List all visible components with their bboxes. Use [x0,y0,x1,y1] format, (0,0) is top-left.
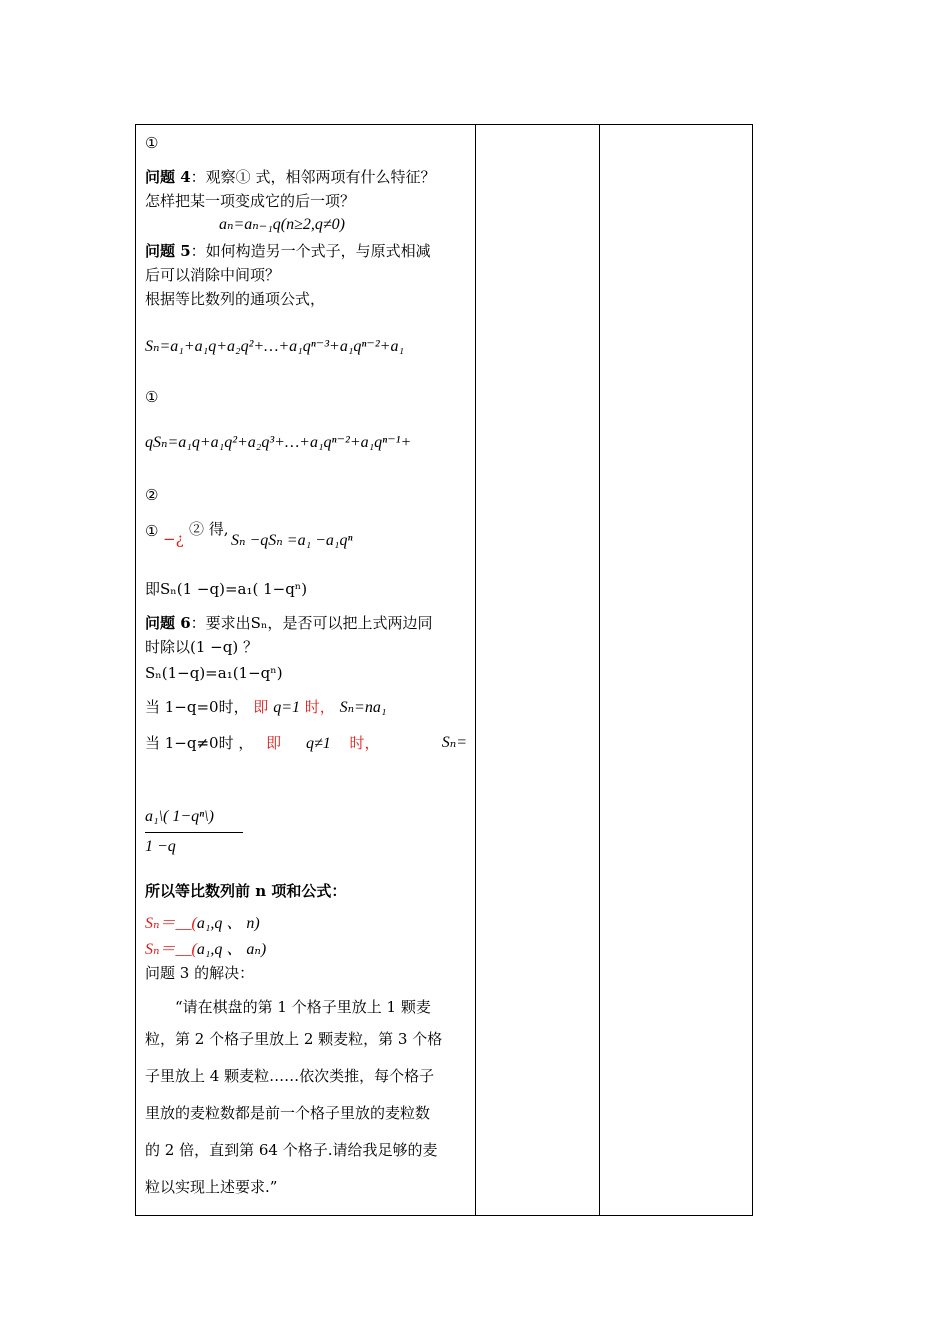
question-5 [145,239,431,263]
q4-text-line2: 怎样把某一项变成它的后一项？ [145,192,356,210]
sum-formula-2-args: a₁,q 、 aₙ) [196,941,267,958]
case1-q: q=1 [273,699,300,716]
story-line-1: “请在棋盘的第 1 个格子里放上 1 颗麦 [175,998,431,1016]
story-line-6: 粒以实现上述要求.” [145,1178,278,1196]
story-line-5: 的 2 倍，直到第 64 个格子.请给我足够的麦 [145,1141,438,1159]
q6-formula: Sₙ(1−q)=a₁(1−qⁿ) [145,664,283,682]
case1-ji: 即 [253,698,269,716]
q6-label: 问题 6 [145,614,191,632]
q5-label: 问题 5 [145,242,191,260]
story-line-2: 粒，第 2 个格子里放上 2 颗麦粒，第 3 个格 [145,1030,443,1048]
question-4 [145,165,435,189]
column-divider-1 [475,125,476,1215]
subtract-result: Sₙ −qSₙ =a₁ −a₁qⁿ [231,532,353,549]
fraction-bar [145,832,243,833]
case2-ji: 即 [266,734,282,752]
subtract-minus: −¿ [163,530,184,548]
sum-formula-1 [145,911,260,936]
summary-heading: 所以等比数列前 n 项和公式： [145,882,347,900]
story-line-3: 子里放上 4 颗麦粒……依次类推，每个格子 [145,1067,435,1085]
case1-condition: 当 1−q=0时， [145,698,249,716]
case2-result: Sₙ= [441,734,467,751]
formula-qsn: qSₙ=a₁q+a₁q²+a₂q³+…+a₁qⁿ⁻²+a₁qⁿ⁻¹+ [145,434,412,451]
case2-condition: 当 1−q≠0时 ， [145,734,254,752]
q4-label: 问题 4 [145,168,191,186]
lesson-table [135,124,753,1216]
formula-sn: Sₙ=a₁+a₁q+a₂q²+…+a₁qⁿ⁻³+a₁qⁿ⁻²+a₁ [145,338,405,355]
case1-shi: 时， [304,698,335,716]
subtract-circle-two: ② 得, [189,520,229,538]
circle-one-label: ① [145,388,159,406]
case-q-not-1 [145,731,467,756]
question-3-solution: 问题 3 的解决： [145,964,255,982]
q5-text-line3: 根据等比数列的通项公式， [145,290,326,308]
q5-text-line2: 后可以消除中间项？ [145,266,281,284]
sum-formula-1-args: a₁,q 、 n) [196,915,260,932]
sum-formula-1-lhs: Sₙ＝__( [145,915,197,932]
sum-formula-2 [145,937,266,962]
case2-q: q≠1 [305,735,331,752]
circle-two-label: ② [145,486,159,504]
question-6 [145,611,432,635]
case1-result: Sₙ=na₁ [339,699,387,716]
q5-text: ：如何构造另一个式子，与原式相减 [190,242,431,260]
q4-text: ：观察① 式，相邻两项有什么特征？ [190,168,436,186]
column-divider-2 [599,125,600,1215]
q6-text: ：要求出Sₙ，是否可以把上式两边同 [190,614,433,632]
story-line-4: 里放的麦粒数都是前一个格子里放的麦粒数 [145,1104,431,1122]
content-cell [145,129,475,1209]
fraction-denominator: 1 −q [145,838,176,855]
sum-formula-2-lhs: Sₙ＝__( [145,941,197,958]
equation-ji: 即Sₙ(1 −q)=a₁( 1−qⁿ) [145,580,308,598]
circle-one-marker: ① [145,134,159,152]
case2-shi: 时， [349,734,380,752]
subtract-prefix: ① [145,522,159,540]
fraction-numerator: a₁\( 1−qⁿ\) [145,808,214,825]
q6-text-line2: 时除以(1 −q) ？ [145,638,258,656]
case-q-equals-1 [145,695,386,720]
formula-an: aₙ=aₙ₋₁q(n≥2,q≠0) [219,216,345,233]
